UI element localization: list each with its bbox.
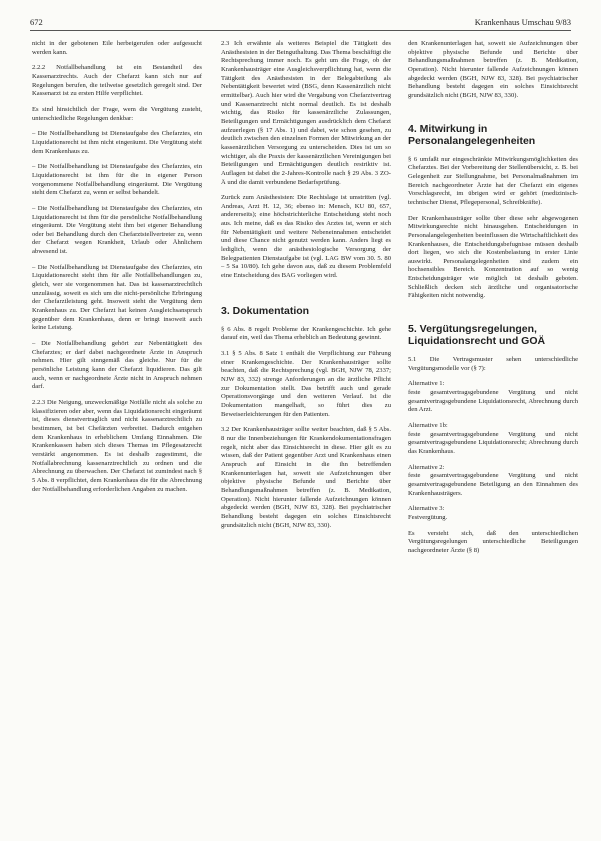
section-heading-verguetung: 5. Vergütungsregelungen, Liquidationsrecht und GOÄ (408, 323, 546, 348)
paragraph: 2.3 Ich erwähnte als weiteres Beispiel die Tätigkeit des Anästhesisten in der Beinguthaltung. Das Thema beschäftigt die Rechtsprechung immer noch. Es geht um die Frage, ob der Krankenhausträger eine Ausgleichsverpflichtung hat, wenn die Tätigkeit des Anästhesisten in der Belegabteilung als Nebentätigkeit bewertet wird (BSG, denn Kassenärztlich nicht ermittelbar). Auch hier wird die Vergabung von Chefarztvertrag und Kassenarztrecht nicht normal deutlich. Es ist deshalb wichtig, das Risiko für kassenärztliche Zulassungen, Beteiligungen und Ermächtigungen ausdrücklich dem Chefarzt aufzuerlegen (§ 17 Abs. 1) und dabei, wie schon gesehen, zu deutlich zwischen den einzelnen Formen der Mitwirkung an der kassenärztlichen Versorgung zu unterscheiden. Dies ist um so wichtiger, als die Praxis der kassenärztlichen Vereinigungen bei Beteiligungen und Ermächtigungen deutlich restriktiv ist. Auflagen ist dabei die 2-Jahres-Kontrolle nach § 29 Abs. 3 ZO-Ä und die damit verbundene Bedarfsprüfung. (221, 40, 391, 186)
page-number: 672 (30, 17, 43, 27)
paragraph: Festvergütung. (408, 513, 448, 521)
paragraph: Es versteht sich, daß den unterschiedlichen Vergütungsregelungen unterschiedliche Beteiligungen nachgeordneter Ärzte (§ 8) (408, 529, 578, 554)
alternative-label: Alternative 1b: (408, 422, 448, 430)
section-heading-personal: 4. Mitwirkung in Personalangelegenheiten (408, 122, 536, 147)
column-right (408, 40, 578, 840)
paragraph: 2.2.3 Die Neigung, unzweckmäßige Notfälle nicht als solche zu klassifizieren oder aber, wenn das Liquidationsrecht eingeräumt ist, dieses dienstvertraglich und nicht kassenarztrechtlich zu bestimmen, ist bei Chefärzten verbreitet. Dadurch entgehen dem Krankenhaus in erheblichem Umfang Einnahmen. Die Krankenkassen haben sich dieses Themas im Pflegesatzrecht verstärkt angenommen. Es ist deshalb zugestimmt, die Notfallabrechnung kassenarztrechtlich zu ordnen und die Abrechnung zu überwachen. Der Chefarzt ist zumindest nach § 5 Abs. 8 verpflichtet, dem Krankenhaus die für die Abrechnung der Notfallbehandlung erforderlichen Angaben zu machen. (32, 398, 202, 493)
paragraph: den Krankenunterlagen hat, soweit sie Aufzeichnungen über objektive physische Befunde und Berichte über Behandlungsmaßnahmen betreffen (z. B. Medikation, Operation). Nicht hierunter fallende Aufzeichnungen können abgedeckt werden (BGH, NJW 83, 328). Bei psychiatrischer Behandlung besteht dagegen ein solches Einsichtsrecht grundsätzlich nicht (BGH, NJW 83, 330). (408, 40, 578, 99)
alternative-label: Alternative 2: (408, 463, 445, 471)
paragraph: feste gesamtvertragsgebundene Vergütung und nicht gesamtvertragsgebundene Beteiligung an den Einnahmen des Krankenhausträgers. (408, 472, 578, 497)
alternative-label: Alternative 3: (408, 505, 445, 513)
paragraph: Zurück zum Anästhesisten: Die Rechtslage ist umstritten (vgl. Andreas, Arzt H. 12, 36; ebenso in: Mensch, KU 80, 657, andererseits); eine höchstrichterliche Entscheidung steht noch aus. Ich meine, daß es das Risiko des Arztes ist, wenn er sich für Nebentätigkeit und weitere Nebeneinnahmen entscheidet und diese Chance nicht genutzt werden kann. Anders liegt es lediglich, wenn die anästhesiologische Versorgung der Belegpatienten Dienstaufgabe ist (vgl. LAG BW vom 30. 5. 80 – 5 Sa 10/80). Ich gehe davon aus, daß zu diesem Problemfeld eine Entscheidung des BAG vorliegen wird. (221, 194, 391, 280)
paragraph: 5.1 Die Vertragsmuster sehen unterschiedliche Vergütungsmodelle vor (§ 7): (408, 356, 578, 372)
paragraph: 2.2.2 Notfallbehandlung ist ein Bestandteil des Kassenarztrechts. Auch der Chefarzt kann sich nur auf Regelungen berufen, die teilweise gesetzlich geregelt sind. Der Kassenarzt ist zu ersten Hilfe verpflichtet. (32, 64, 202, 98)
paragraph: 3.2 Der Krankenhausträger sollte weiter beachten, daß § 5 Abs. 8 nur die Innenbeziehungen für Krankendokumentationsfragen regelt, nicht aber das Einsichtsrecht in diese. Hier gilt es zu wissen, daß der Patient gegenüber Arzt und Krankenhaus einen Anspruch auf Einsicht in die ihn betreffenden Krankenunterlagen hat, soweit sie Aufzeichnungen über objektive physische Befunde und Berichte über Behandlungsmaßnahmen betreffen (z. B. Medikation, Operation). Nicht hierunter fallende Aufzeichnungen können abgedeckt werden (BGH, NJW 83, 328). Bei psychiatrischer Behandlung besteht dagegen ein solches Einsichtsrecht grundsätzlich nicht (BGH, NJW 83, 330). (221, 426, 391, 529)
paragraph: feste gesamtvertragsgebundene Vergütung und nicht gesamtvertragsgebundene Liquidationsrecht, Abrechnung durch den Arzt. (408, 389, 578, 414)
paragraph: – Die Notfallbehandlung ist Dienstaufgabe des Chefarztes, ein Liquidationsrecht steht ihm für alle Notfallbehandlungen zu, gleich, wer sie vorgenommen hat. Das ist kassenarztrechtlich unzulässig, soweit es sich um die nicht-persönliche Erbringung der Chefarztleistung geht. Insoweit steht die Vergütung dem Krankenhaus zu. Der Chefarzt hat keinen Ausgleichsanspruch gegenüber dem Krankenhaus, denn er bringt insoweit auch keine Leistung. (32, 263, 202, 332)
paragraph: – Die Notfallbehandlung ist Dienstaufgabe des Chefarztes, ein Liquidationsrecht ist ihm für die in eigener Person vorgenommene Notfallbehandlung eingeräumt. Die Vergütung steht dem Chefarzt zu, wenn er selbst behandelt. (32, 163, 202, 197)
paragraph: feste gesamtvertragsgebundene Vergütung und nicht gesamtvertragsgebundene Liquidationsrecht; Abrechnung durch das Krankenhaus. (408, 430, 578, 455)
journal-title: Krankenhaus Umschau 9/83 (474, 17, 571, 27)
paragraph: – Die Notfallbehandlung gehört zur Nebentätigkeit des Chefarztes; er darf dabei nachgeordnete Ärzte in Anspruch nehmen. Hier gilt sinngemäß das gleiche. Nur für die persönliche Leistung kann der Chefarzt liquidieren. Das gilt auch, wenn er nachgeordnete Ärzte nicht in Anspruch nehmen darf. (32, 340, 202, 391)
paragraph: Es sind hinsichtlich der Frage, wem die Vergütung zusteht, unterschiedliche Regelungen denkbar: (32, 105, 202, 122)
paragraph: 3.1 § 5 Abs. 8 Satz 1 enthält die Verpflichtung zur Führung einer Krankengeschichte. Der Krankenhausträger sollte beachten, daß die Rechtsprechung (vgl. BGH, NJW 78, 2337; NJW 83, 332) strenge Anforderungen an die ärztliche Pflicht zur Dokumentation stellt. Das betrifft auch und gerade Operationsvorgänge und den weiteren Verlauf. Ist die Dokumentation mangelhaft, so führt dies zu Beweiserleichterungen für den Patienten. (221, 350, 391, 418)
alternative-label: Alternative 1: (408, 380, 445, 388)
paragraph: § 6 Abs. 8 regelt Probleme der Krankengeschichte. Ich gehe darauf ein, weil das Thema erheblich an Bedeutung gewinnt. (221, 325, 391, 342)
paragraph: Der Krankenhausträger sollte über diese sehr abgewogenen Mitwirkungsrechte nicht hinausgehen. Entscheidungen in Personalangelegenheiten beeinflussen die Wirtschaftlichkeit des Krankenhauses, die Entscheidungsbefugnisse müssen deshalb dort liegen, wo sich die Kostenbelastung in erster Linie auswirkt. Personalangelegenheiten sind zudem ein hochsensibles Bereich. Konzentration auf so wenig Entscheidungsträger wie möglich ist deshalb geboten. Schließlich decken sich ärztliche und organisatorische Fähigkeiten nicht notwendig. (408, 214, 578, 300)
paragraph: – Die Notfallbehandlung ist Dienstaufgabe des Chefarztes, ein Liquidationsrecht ist ihm für die persönliche Notfallbehandlung eingeräumt. Die Vergütung steht ihm bei eigener Behandlung oder bei Behandlung durch den Chefarztstellvertreter zu, wenn der Chefarzt wegen Krankheit, Urlaub oder Ähnlichem abwesend ist. (32, 204, 202, 256)
paragraph: nicht in der gebotenen Eile herbeigerufen oder aufgesucht werden kann. (32, 40, 202, 56)
column-left (32, 40, 202, 840)
page-header (30, 16, 571, 31)
column-middle (221, 40, 391, 840)
paragraph: – Die Notfallbehandlung ist Dienstaufgabe des Chefarztes, ein Liquidationsrecht ist ihm nicht eingeräumt. Die Vergütung steht dem Krankenhaus zu. (32, 130, 202, 155)
section-heading-dokumentation: 3. Dokumentation (221, 304, 310, 317)
paragraph: § 6 umfaßt nur eingeschränkte Mitwirkungsmöglichkeiten des Chefarztes. Bei der Vorbereitung der Stellenübersicht, z. B. bei Gelegenheit zur Stellungnahme, bei Personalmaßnahmen im Bereich nachgeordneter Ärzte hat der Chefarzt ein eigenes Vorschlagsrecht, im übrigen wird er gehört (medizinisch-technischer Dienst, Pflegepersonal, Schreibkräfte). (408, 155, 578, 206)
